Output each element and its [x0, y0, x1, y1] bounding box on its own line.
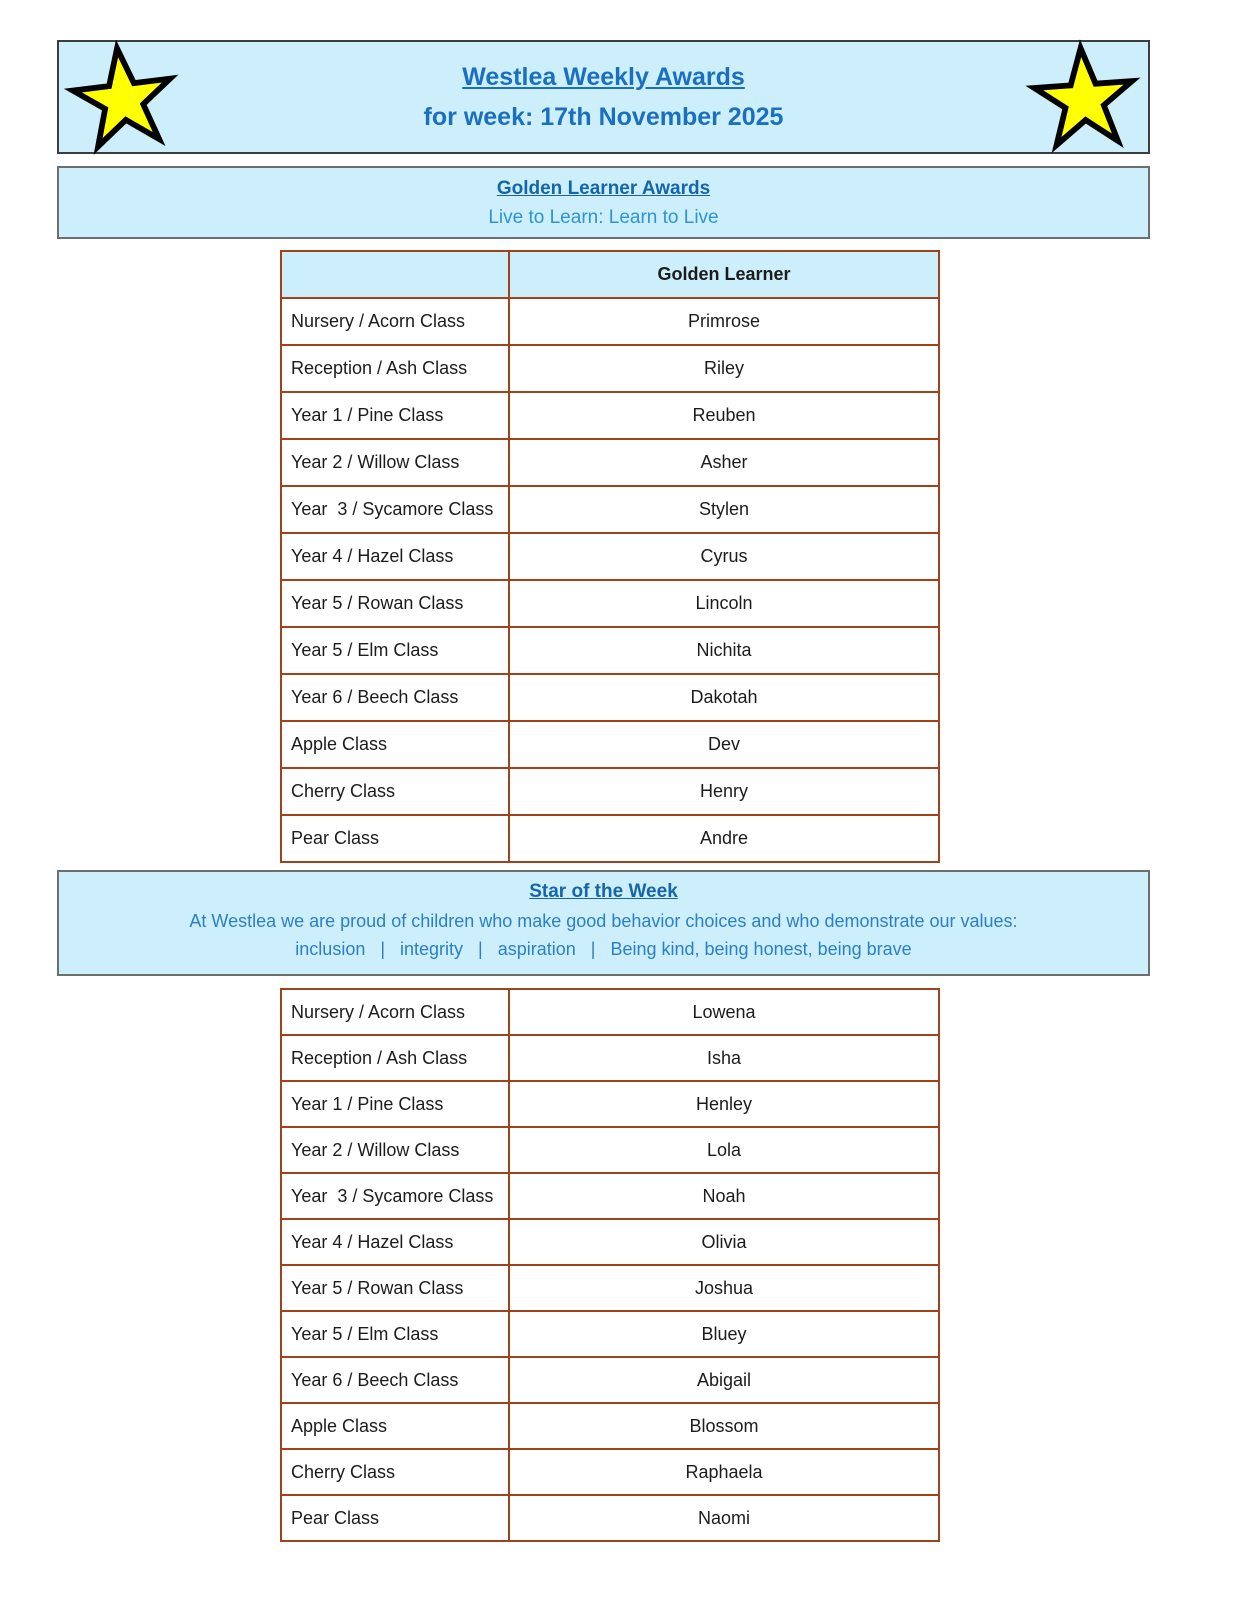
- table-row: [281, 721, 939, 768]
- class-name-cell: Year 2 / Willow Class: [281, 1127, 509, 1173]
- table-header-row: [281, 251, 939, 298]
- table-row: [281, 627, 939, 674]
- table-row: [281, 1219, 939, 1265]
- star-of-the-week-banner: [57, 870, 1150, 976]
- awardee-name-cell: Lowena: [509, 989, 939, 1035]
- class-name-cell: Year 6 / Beech Class: [281, 1357, 509, 1403]
- class-name-cell: Pear Class: [281, 1495, 509, 1541]
- class-name-cell: Reception / Ash Class: [281, 345, 509, 392]
- table-row: [281, 580, 939, 627]
- table-row: [281, 1495, 939, 1541]
- class-name-cell: Nursery / Acorn Class: [281, 989, 509, 1035]
- class-name-cell: Year 5 / Rowan Class: [281, 1265, 509, 1311]
- golden-learner-heading: Golden Learner Awards: [496, 178, 711, 199]
- table-row: [281, 345, 939, 392]
- awardee-name-cell: Nichita: [509, 627, 939, 674]
- class-name-cell: Reception / Ash Class: [281, 1035, 509, 1081]
- table-row: [281, 674, 939, 721]
- empty-header-cell: [281, 251, 509, 298]
- class-name-cell: Year 3 / Sycamore Class: [281, 1173, 509, 1219]
- awardee-name-cell: Olivia: [509, 1219, 939, 1265]
- awardee-name-cell: Dev: [509, 721, 939, 768]
- table-row: [281, 768, 939, 815]
- awardee-name-cell: Reuben: [509, 392, 939, 439]
- awardee-name-cell: Primrose: [509, 298, 939, 345]
- table-row: [281, 1173, 939, 1219]
- class-name-cell: Year 4 / Hazel Class: [281, 533, 509, 580]
- page-title: Westlea Weekly Awards: [462, 62, 745, 91]
- class-name-cell: Year 2 / Willow Class: [281, 439, 509, 486]
- awardee-name-cell: Riley: [509, 345, 939, 392]
- table-row: [281, 439, 939, 486]
- table-row: [281, 1035, 939, 1081]
- class-name-cell: Nursery / Acorn Class: [281, 298, 509, 345]
- awardee-name-cell: Abigail: [509, 1357, 939, 1403]
- awardee-name-cell: Dakotah: [509, 674, 939, 721]
- class-name-cell: Year 4 / Hazel Class: [281, 1219, 509, 1265]
- star-icon: [75, 45, 171, 149]
- awardee-name-cell: Raphaela: [509, 1449, 939, 1495]
- golden-learner-table: [280, 250, 940, 863]
- golden-learner-column-header: Golden Learner: [509, 251, 939, 298]
- class-name-cell: Pear Class: [281, 815, 509, 862]
- class-name-cell: Apple Class: [281, 1403, 509, 1449]
- star-banner-values: inclusion | integrity | aspiration | Being kind, being honest, being brave: [295, 939, 912, 959]
- class-name-cell: Cherry Class: [281, 768, 509, 815]
- class-name-cell: Year 6 / Beech Class: [281, 674, 509, 721]
- table-row: [281, 1403, 939, 1449]
- awardee-name-cell: Naomi: [509, 1495, 939, 1541]
- table-row: [281, 1449, 939, 1495]
- awardee-name-cell: Bluey: [509, 1311, 939, 1357]
- table-row: [281, 1311, 939, 1357]
- golden-learner-tagline: Live to Learn: Learn to Live: [488, 207, 719, 228]
- star-of-the-week-table: [280, 988, 940, 1542]
- table-row: [281, 533, 939, 580]
- awardee-name-cell: Henry: [509, 768, 939, 815]
- table-row: [281, 1357, 939, 1403]
- page-subtitle: for week: 17th November 2025: [423, 102, 784, 131]
- class-name-cell: Year 5 / Elm Class: [281, 1311, 509, 1357]
- star-icon: [1036, 45, 1132, 149]
- awardee-name-cell: Lincoln: [509, 580, 939, 627]
- header-banner: [57, 40, 1150, 154]
- awardee-name-cell: Andre: [509, 815, 939, 862]
- class-name-cell: Cherry Class: [281, 1449, 509, 1495]
- awardee-name-cell: Blossom: [509, 1403, 939, 1449]
- awardee-name-cell: Lola: [509, 1127, 939, 1173]
- table-row: [281, 1265, 939, 1311]
- golden-learner-table-grid: [280, 250, 940, 863]
- awardee-name-cell: Asher: [509, 439, 939, 486]
- class-name-cell: Year 1 / Pine Class: [281, 392, 509, 439]
- class-name-cell: Year 5 / Elm Class: [281, 627, 509, 674]
- table-row: [281, 486, 939, 533]
- star-of-the-week-table-grid: [280, 988, 940, 1542]
- table-row: [281, 392, 939, 439]
- star-of-the-week-heading: Star of the Week: [529, 881, 678, 902]
- class-name-cell: Apple Class: [281, 721, 509, 768]
- table-row: [281, 815, 939, 862]
- class-name-cell: Year 1 / Pine Class: [281, 1081, 509, 1127]
- awardee-name-cell: Stylen: [509, 486, 939, 533]
- table-row: [281, 1127, 939, 1173]
- header-titles: [171, 63, 1036, 132]
- awardee-name-cell: Joshua: [509, 1265, 939, 1311]
- table-row: [281, 1081, 939, 1127]
- class-name-cell: Year 5 / Rowan Class: [281, 580, 509, 627]
- awardee-name-cell: Henley: [509, 1081, 939, 1127]
- star-banner-description: At Westlea we are proud of children who make good behavior choices and who demonstrate our values:: [189, 911, 1018, 931]
- awardee-name-cell: Cyrus: [509, 533, 939, 580]
- awardee-name-cell: Isha: [509, 1035, 939, 1081]
- class-name-cell: Year 3 / Sycamore Class: [281, 486, 509, 533]
- golden-learner-banner: [57, 166, 1150, 239]
- awardee-name-cell: Noah: [509, 1173, 939, 1219]
- table-row: [281, 298, 939, 345]
- table-row: [281, 989, 939, 1035]
